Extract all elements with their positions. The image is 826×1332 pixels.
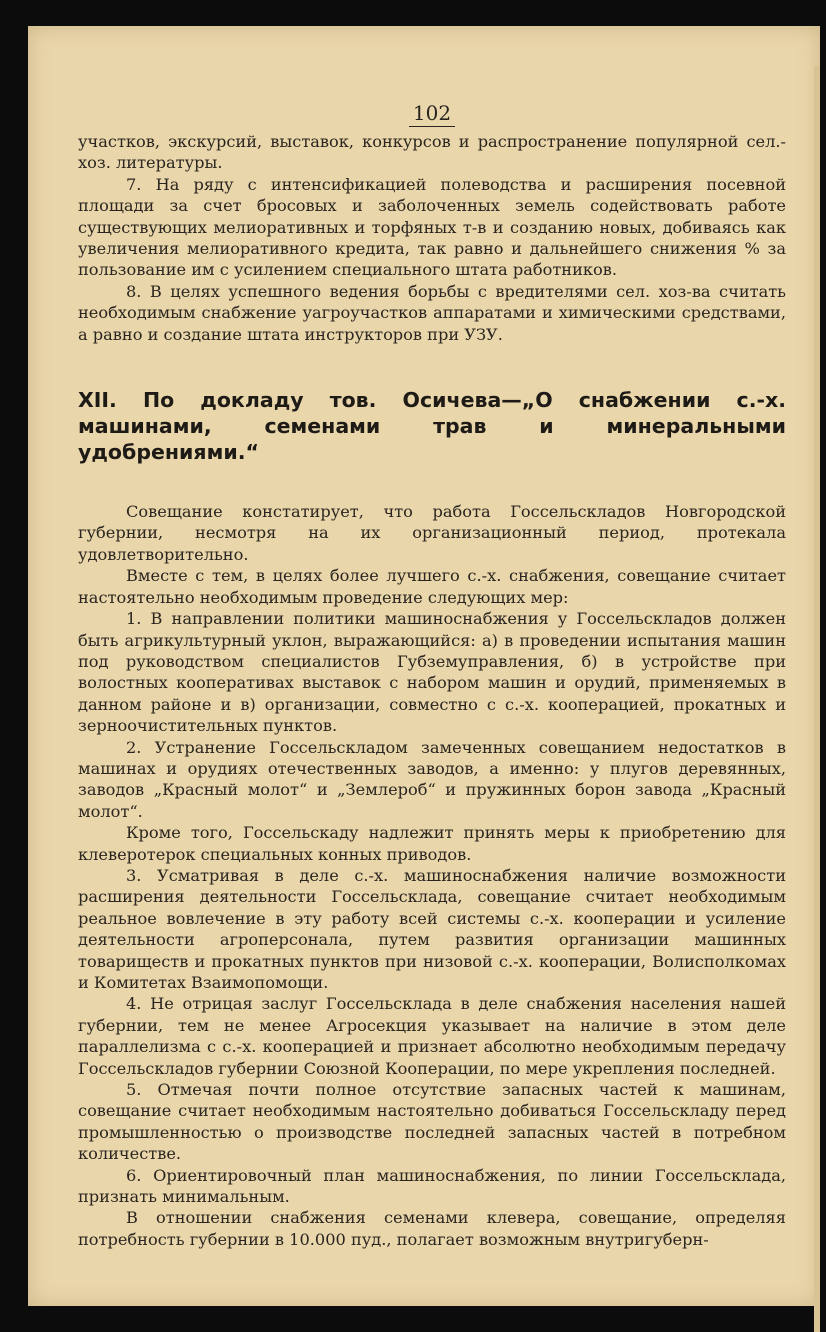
- page-number: 102: [78, 100, 786, 127]
- paragraph-item-6: 6. Ориентировочный план машиноснабжения, по линии Госсельсклада, признать минимальным.: [78, 1165, 786, 1207]
- paragraph-continued: участков, экскурсий, выставок, конкурсов и распространение популярной сел.-хоз. литературы.: [78, 132, 786, 173]
- paragraph: В отношении снабжения семенами клевера, совещание, определяя потребность губернии в 10.000 пуд., полагает возможным внутригуберн-: [78, 1208, 786, 1249]
- paragraph-item-7: 7. На ряду с интенсификацией полеводства и расширения посевной площади за счет бросовых и заболоченных земель содействовать работе существующих мелиоративных и торфяных т-в и созданию новых, добиваясь как увеличения мелиоративного кредита, так равно и дальнейшего снижения % за пользование им с усилением специального штата работников.: [78, 174, 786, 280]
- section-body: [78, 501, 786, 1250]
- paragraph-item-3: 3. Усматривая в деле с.-х. машиноснабжения наличие возможности расширения деятельности Госсельсклада, совещание считает необходимым реальное вовлечение в эту работу всей системы с.-х. кооперации и усиление деятельности агроперсонала, путем развития организации машинных товариществ и прокатных пунктов при низовой с.-х. кооперации, Волисполкомах и Комитетах Взаимопомощи.: [78, 865, 786, 992]
- paragraph-item-2: 2. Устранение Госсельскладом замеченных совещанием недостатков в машинах и орудиях отечественных заводов, а именно: у плугов деревянных, заводов „Красный молот“ и „Землероб“ и пружинных борон завода „Красный молот“.: [78, 737, 786, 821]
- paragraph-item-5: 5. Отмечая почти полное отсутствие запасных частей к машинам, совещание считает необходимым настоятельно добиваться Госсельскладу перед промышленностью о производстве последней запасных частей в потребном количестве.: [78, 1080, 786, 1164]
- book-page: [28, 26, 820, 1306]
- paragraph-item-8: 8. В целях успешного ведения борьбы с вредителями сел. хоз-ва считать необходимым снабжение уагроучастков аппаратами и химическими средствами, а равно и создание штата инструкторов при УЗУ.: [78, 281, 786, 344]
- paragraph-item-4: 4. Не отрицая заслуг Госсельсклада в деле снабжения населения нашей губернии, тем не менее Агросекция указывает на наличие в этом деле параллелизма с с.-х. кооперацией и признает абсолютно необходимым передачу Госсельскладов губернии Союзной Кооперации, по мере укрепления последней.: [78, 994, 786, 1078]
- paragraph: Кроме того, Госсельскаду надлежит принять меры к приобретению для клеверотерок специальных конных приводов.: [78, 823, 786, 864]
- paragraph: Совещание констатирует, что работа Госсельскладов Новгородской губернии, несмотря на их организационный период, протекала удовлетворительно.: [78, 502, 786, 564]
- section-heading: XII. По докладу тов. Осичева—„О снабжении с.-х. машинами, семенами трав и минеральными удобрениями.“: [78, 388, 786, 465]
- paragraph: Вместе с тем, в целях более лучшего с.-х. снабжения, совещание считает настоятельно необходимым проведение следующих мер:: [78, 566, 786, 607]
- page-content: [78, 76, 786, 1250]
- paragraph-item-1: 1. В направлении политики машиноснабжения у Госсельскладов должен быть агрикультурный уклон, выражающийся: а) в проведении испытания машин под руководством специалистов Губземуправления, б) в устройстве при волостных кооперативах выставок с набором машин и орудий, применяемых в данном районе и в) организации, совместно с с.-х. кооперацией, прокатных и зерноочистительных пунктов.: [78, 609, 786, 736]
- page-edge: [814, 66, 820, 1332]
